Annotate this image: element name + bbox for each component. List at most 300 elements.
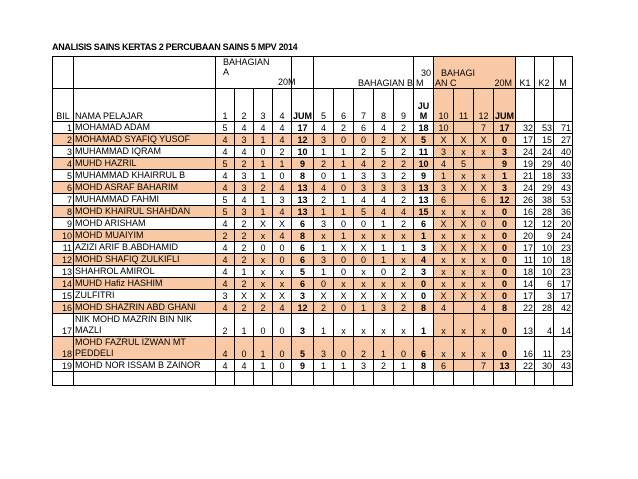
score-b-cell: 4 [374, 194, 394, 206]
score-c-cell: x [474, 278, 494, 290]
score-b-cell: 1 [374, 254, 394, 266]
k1-cell: 19 [516, 158, 535, 170]
score-b-cell: 4 [394, 206, 414, 218]
jum-b-cell: 0 [414, 278, 434, 290]
score-b-cell: 5 [354, 206, 374, 218]
student-name-cell [74, 302, 216, 314]
score-b-cell: 1 [334, 206, 354, 218]
score-a-cell: 1 [254, 206, 273, 218]
bil-cell: 13 [53, 266, 74, 278]
score-b-cell: 3 [374, 302, 394, 314]
student-name-cell [74, 230, 216, 242]
score-b-cell: 2 [394, 302, 414, 314]
score-c-cell: X [454, 290, 474, 302]
m-cell: 42 [554, 302, 573, 314]
table-row [53, 158, 573, 170]
k1-cell: 16 [516, 206, 535, 218]
score-a-cell: 3 [235, 206, 254, 218]
score-b-cell: X [374, 290, 394, 302]
score-a-cell: x [273, 278, 292, 290]
bil-cell: 14 [53, 278, 74, 290]
score-c-cell: X [454, 218, 474, 230]
header-blank [74, 57, 216, 89]
k1-cell: 17 [516, 134, 535, 146]
score-b-cell: 1 [394, 242, 414, 254]
table-row [53, 218, 573, 230]
table-row [53, 170, 573, 182]
student-name-cell [74, 158, 216, 170]
q6-header: 6 [334, 89, 354, 122]
score-b-cell: 2 [374, 134, 394, 146]
score-c-cell: 4 [434, 302, 454, 314]
score-c-cell: X [474, 242, 494, 254]
student-name-cell [74, 278, 216, 290]
k1-cell: 24 [516, 182, 535, 194]
jum-c-cell: 8 [494, 302, 516, 314]
jum-c-cell: 0 [494, 290, 516, 302]
score-c-cell: 3 [434, 182, 454, 194]
score-a-cell: 4 [216, 337, 235, 360]
jum-c-cell: 3 [494, 146, 516, 158]
m-cell: 24 [554, 230, 573, 242]
score-c-cell: x [454, 146, 474, 158]
jum-a-cell: 9 [292, 158, 314, 170]
score-a-cell: 1 [254, 134, 273, 146]
score-a-cell: x [254, 278, 273, 290]
table-row [53, 134, 573, 146]
score-b-cell: x [394, 254, 414, 266]
k1-header: K1 [516, 57, 535, 89]
empty-cell [314, 372, 334, 386]
k2-cell: 30 [535, 360, 554, 372]
m-cell: 27 [554, 134, 573, 146]
m-cell: 71 [554, 122, 573, 134]
bil-cell: 3 [53, 146, 74, 158]
k1-cell: 32 [516, 122, 535, 134]
q4-header: 4 [273, 89, 292, 122]
score-c-cell: x [474, 254, 494, 266]
score-a-cell: 2 [235, 158, 254, 170]
score-c-cell: X [434, 290, 454, 302]
jum-c-cell: 0 [494, 206, 516, 218]
bahagian-a-max-cell [278, 57, 314, 89]
score-a-cell: 2 [235, 218, 254, 230]
score-a-cell: 5 [216, 206, 235, 218]
m-cell: 40 [554, 146, 573, 158]
bahagian-b-max: 30 [421, 68, 432, 78]
score-c-cell: x [454, 206, 474, 218]
score-b-cell: 0 [334, 337, 354, 360]
score-c-cell: X [454, 182, 474, 194]
jum-b-cell: 4 [414, 254, 434, 266]
score-c-cell: 10 [434, 122, 454, 134]
jum-b-cell: 1 [414, 314, 434, 337]
score-a-cell: 2 [216, 314, 235, 337]
score-c-cell: 5 [454, 158, 474, 170]
score-a-cell: 0 [254, 146, 273, 158]
score-b-cell: 2 [314, 194, 334, 206]
bahagian-c-label: BAHAGI [441, 68, 476, 78]
table-row [53, 182, 573, 194]
table-row [53, 360, 573, 372]
bahagian-c-max: 20M [494, 78, 513, 88]
score-b-cell: 1 [314, 146, 334, 158]
jum-c-cell: 0 [494, 254, 516, 266]
jum-b-label-1: JU [417, 101, 430, 111]
header-blank [53, 57, 74, 89]
bahagian-c-header [434, 57, 516, 89]
score-b-cell: 2 [314, 158, 334, 170]
score-c-cell [454, 302, 474, 314]
score-b-cell: x [334, 314, 354, 337]
k1-cell: 22 [516, 360, 535, 372]
m-cell: 40 [554, 158, 573, 170]
jum-b-cell: 11 [414, 146, 434, 158]
student-name: MOHD KHAIRUL SHAHDAN [75, 206, 191, 216]
score-c-cell: x [434, 278, 454, 290]
bahagian-b-label: BAHAGIAN B [358, 78, 414, 88]
jum-c-cell: 0 [494, 278, 516, 290]
k2-cell: 29 [535, 182, 554, 194]
score-b-cell: 1 [314, 266, 334, 278]
k1-cell: 21 [516, 170, 535, 182]
score-a-cell: 4 [273, 182, 292, 194]
score-a-cell: 4 [216, 170, 235, 182]
score-a-cell: 4 [216, 302, 235, 314]
score-c-cell: x [434, 266, 454, 278]
k1-cell: 14 [516, 278, 535, 290]
score-c-cell: 0 [474, 218, 494, 230]
m-cell: 17 [554, 278, 573, 290]
score-b-cell: 2 [394, 122, 414, 134]
bil-cell: 12 [53, 254, 74, 266]
m-cell: 17 [554, 290, 573, 302]
score-a-cell: 4 [216, 146, 235, 158]
score-c-cell: x [434, 337, 454, 360]
m-cell: 33 [554, 170, 573, 182]
student-name: MUHAMMAD FAHMI [75, 194, 159, 204]
score-b-cell: 0 [334, 218, 354, 230]
q8-header: 8 [374, 89, 394, 122]
empty-cell [334, 372, 354, 386]
bil-cell: 18 [53, 337, 74, 360]
score-a-cell: 3 [273, 194, 292, 206]
student-name: AZIZI ARIF B.ABDHAMID [75, 242, 179, 252]
jum-a-header: JUM [292, 89, 314, 122]
jum-c-cell: 17 [494, 122, 516, 134]
score-c-cell: X [454, 242, 474, 254]
jum-b-cell: 8 [414, 360, 434, 372]
score-b-cell: 2 [394, 170, 414, 182]
score-c-cell: x [454, 314, 474, 337]
score-c-cell: x [434, 206, 454, 218]
bil-cell: 7 [53, 194, 74, 206]
jum-b-cell: 10 [414, 158, 434, 170]
jum-a-cell: 6 [292, 278, 314, 290]
student-name-cell [74, 182, 216, 194]
jum-a-cell: 6 [292, 218, 314, 230]
student-name-cell [74, 218, 216, 230]
k2-cell: 10 [535, 266, 554, 278]
student-name: MUHD HAZRIL [75, 158, 137, 168]
k2-cell: 18 [535, 170, 554, 182]
bil-cell: 8 [53, 206, 74, 218]
jum-a-cell: 8 [292, 230, 314, 242]
empty-cell [434, 372, 454, 386]
score-a-cell: 4 [216, 218, 235, 230]
k2-cell: 6 [535, 278, 554, 290]
jum-b-cell: 1 [414, 230, 434, 242]
m-cell: 23 [554, 242, 573, 254]
score-b-cell: X [314, 290, 334, 302]
score-a-cell: 5 [216, 194, 235, 206]
score-b-cell: 5 [374, 146, 394, 158]
score-c-cell: X [474, 290, 494, 302]
jum-c-cell: 0 [494, 337, 516, 360]
score-a-cell: 4 [216, 242, 235, 254]
score-a-cell: X [254, 290, 273, 302]
table-row [53, 314, 573, 337]
bahagian-c-label-2: AN C [435, 78, 457, 88]
k1-cell: 18 [516, 266, 535, 278]
jum-b-cell: 18 [414, 122, 434, 134]
score-a-cell: 4 [235, 194, 254, 206]
score-b-cell: 0 [334, 134, 354, 146]
bil-header: BIL [53, 89, 74, 122]
student-name-cell [74, 314, 216, 337]
score-b-cell: 0 [334, 182, 354, 194]
table-row [53, 337, 573, 360]
empty-cell [216, 372, 235, 386]
score-a-cell: 1 [235, 266, 254, 278]
m-cell: 14 [554, 314, 573, 337]
k1-cell: 26 [516, 194, 535, 206]
jum-b-cell: 5 [414, 134, 434, 146]
q1-header: 1 [216, 89, 235, 122]
m-cell: 23 [554, 266, 573, 278]
k2-cell: 10 [535, 254, 554, 266]
k1-cell: 11 [516, 254, 535, 266]
jum-c-cell: 13 [494, 360, 516, 372]
score-b-cell: 1 [334, 158, 354, 170]
jum-a-cell: 9 [292, 360, 314, 372]
score-b-cell: 2 [374, 360, 394, 372]
jum-b-cell: 9 [414, 170, 434, 182]
m-cell: 53 [554, 194, 573, 206]
jum-a-cell: 6 [292, 242, 314, 254]
k2-cell: 29 [535, 158, 554, 170]
score-a-cell: 0 [235, 337, 254, 360]
bahagian-b-header [314, 57, 414, 89]
score-b-cell: 0 [334, 254, 354, 266]
jum-a-cell: 17 [292, 122, 314, 134]
score-c-cell: x [434, 230, 454, 242]
score-c-cell: 1 [434, 170, 454, 182]
score-c-cell: x [454, 230, 474, 242]
k2-cell: 11 [535, 337, 554, 360]
score-a-cell: 3 [235, 134, 254, 146]
student-name: SHAHROL AMIROL [75, 266, 155, 276]
student-name: MOHD SHAFIQ ZULKIFLI [75, 254, 180, 264]
score-b-cell: X [354, 242, 374, 254]
student-name: MAZLI [75, 325, 102, 335]
score-b-cell: 2 [394, 194, 414, 206]
table-row [53, 266, 573, 278]
score-a-cell: 4 [273, 302, 292, 314]
student-name: MUHD Hafiz HASHIM [75, 278, 163, 288]
jum-b-cell: 15 [414, 206, 434, 218]
student-name: MOHD ASRAF BAHARIM [75, 182, 179, 192]
score-c-cell: 6 [474, 194, 494, 206]
score-a-cell: 2 [235, 254, 254, 266]
student-name: NIK MOHD MAZRIN BIN NIK [75, 314, 193, 324]
jum-a-cell: 8 [292, 170, 314, 182]
jum-a-cell: 5 [292, 266, 314, 278]
student-name: MOHD MUAIYIM [75, 230, 144, 240]
student-name-cell [74, 146, 216, 158]
bahagian-b-m: M [416, 78, 424, 88]
student-name-cell [74, 206, 216, 218]
score-b-cell: 3 [314, 218, 334, 230]
k1-cell: 24 [516, 146, 535, 158]
empty-cell [254, 372, 273, 386]
score-c-cell: x [474, 206, 494, 218]
score-b-cell: 0 [334, 302, 354, 314]
k2-cell: 10 [535, 242, 554, 254]
jum-b-label-2: M [419, 111, 428, 121]
bil-cell: 19 [53, 360, 74, 372]
sheet-title: ANALISIS SAINS KERTAS 2 PERCUBAAN SAINS 5 MPV 2014 [52, 42, 298, 52]
score-b-cell: 3 [354, 360, 374, 372]
jum-a-cell: 5 [292, 337, 314, 360]
q10-header: 10 [434, 89, 454, 122]
score-a-cell: 0 [273, 242, 292, 254]
jum-c-header: JUM [494, 89, 516, 122]
score-b-cell: 3 [354, 182, 374, 194]
score-b-cell: 1 [314, 314, 334, 337]
score-b-cell: 3 [374, 182, 394, 194]
empty-cell [535, 372, 554, 386]
k2-cell: 4 [535, 314, 554, 337]
jum-a-cell: 13 [292, 194, 314, 206]
bil-cell: 16 [53, 302, 74, 314]
empty-cell [53, 372, 74, 386]
score-c-cell: X [454, 134, 474, 146]
score-a-cell: x [254, 230, 273, 242]
score-b-cell: 1 [334, 230, 354, 242]
q9-header: 9 [394, 89, 414, 122]
score-a-cell: 4 [235, 360, 254, 372]
score-a-cell: 4 [216, 182, 235, 194]
score-b-cell: 1 [374, 242, 394, 254]
score-c-cell: x [454, 278, 474, 290]
score-b-cell: x [394, 278, 414, 290]
score-b-cell: x [354, 278, 374, 290]
score-a-cell: 2 [216, 230, 235, 242]
score-a-cell: 1 [254, 337, 273, 360]
jum-c-cell: 0 [494, 314, 516, 337]
score-b-cell: 3 [314, 254, 334, 266]
k1-cell: 22 [516, 302, 535, 314]
k2-cell: 9 [535, 230, 554, 242]
score-a-cell: 2 [273, 146, 292, 158]
student-name-cell [74, 122, 216, 134]
student-name-cell [74, 360, 216, 372]
score-c-cell [454, 122, 474, 134]
score-a-cell: 2 [235, 278, 254, 290]
score-c-cell: x [474, 266, 494, 278]
score-a-cell: 4 [235, 146, 254, 158]
bahagian-b-max-cell [414, 57, 434, 89]
jum-b-cell: 0 [414, 290, 434, 302]
score-b-cell: 0 [354, 134, 374, 146]
score-a-cell: 2 [235, 242, 254, 254]
score-a-cell: 5 [216, 158, 235, 170]
score-a-cell: 4 [216, 278, 235, 290]
k2-cell: 12 [535, 218, 554, 230]
score-a-cell: x [273, 266, 292, 278]
bil-cell: 9 [53, 218, 74, 230]
jum-c-cell: 12 [494, 194, 516, 206]
score-b-cell: X [394, 290, 414, 302]
jum-b-cell: 3 [414, 242, 434, 254]
jum-b-cell: 13 [414, 194, 434, 206]
q5-header: 5 [314, 89, 334, 122]
score-a-cell: 2 [254, 182, 273, 194]
score-b-cell: 2 [354, 146, 374, 158]
score-b-cell: 2 [334, 122, 354, 134]
student-name: MUHAMMAD IQRAM [75, 146, 161, 156]
score-a-cell: 4 [216, 134, 235, 146]
table-row [53, 122, 573, 134]
score-c-cell [454, 360, 474, 372]
score-a-cell: 0 [273, 314, 292, 337]
score-b-cell: 4 [374, 122, 394, 134]
score-c-cell: x [434, 314, 454, 337]
score-a-cell: 1 [235, 314, 254, 337]
table-row [53, 302, 573, 314]
q2-header: 2 [235, 89, 254, 122]
empty-row [53, 372, 573, 386]
k1-cell: 17 [516, 290, 535, 302]
score-c-cell: 4 [434, 158, 454, 170]
score-b-cell: 1 [334, 146, 354, 158]
empty-cell [474, 372, 494, 386]
student-name-cell [74, 337, 216, 360]
empty-cell [494, 372, 516, 386]
k2-cell: 28 [535, 206, 554, 218]
q11-header: 11 [454, 89, 474, 122]
student-name: MOHD SHAZRIN ABD GHANI [75, 302, 197, 312]
score-b-cell: 0 [354, 218, 374, 230]
score-c-cell: x [474, 170, 494, 182]
empty-cell [354, 372, 374, 386]
jum-a-cell: 6 [292, 254, 314, 266]
score-a-cell: 1 [273, 158, 292, 170]
score-c-cell: 6 [434, 194, 454, 206]
header-blank [516, 89, 535, 122]
score-b-cell: 1 [354, 302, 374, 314]
jum-b-cell: 3 [414, 266, 434, 278]
k1-cell: 20 [516, 230, 535, 242]
k2-cell: 3 [535, 290, 554, 302]
score-b-cell: 2 [394, 146, 414, 158]
score-c-cell [454, 194, 474, 206]
score-a-cell: 1 [254, 158, 273, 170]
q7-header: 7 [354, 89, 374, 122]
student-name-cell [74, 254, 216, 266]
header-blank [554, 89, 573, 122]
